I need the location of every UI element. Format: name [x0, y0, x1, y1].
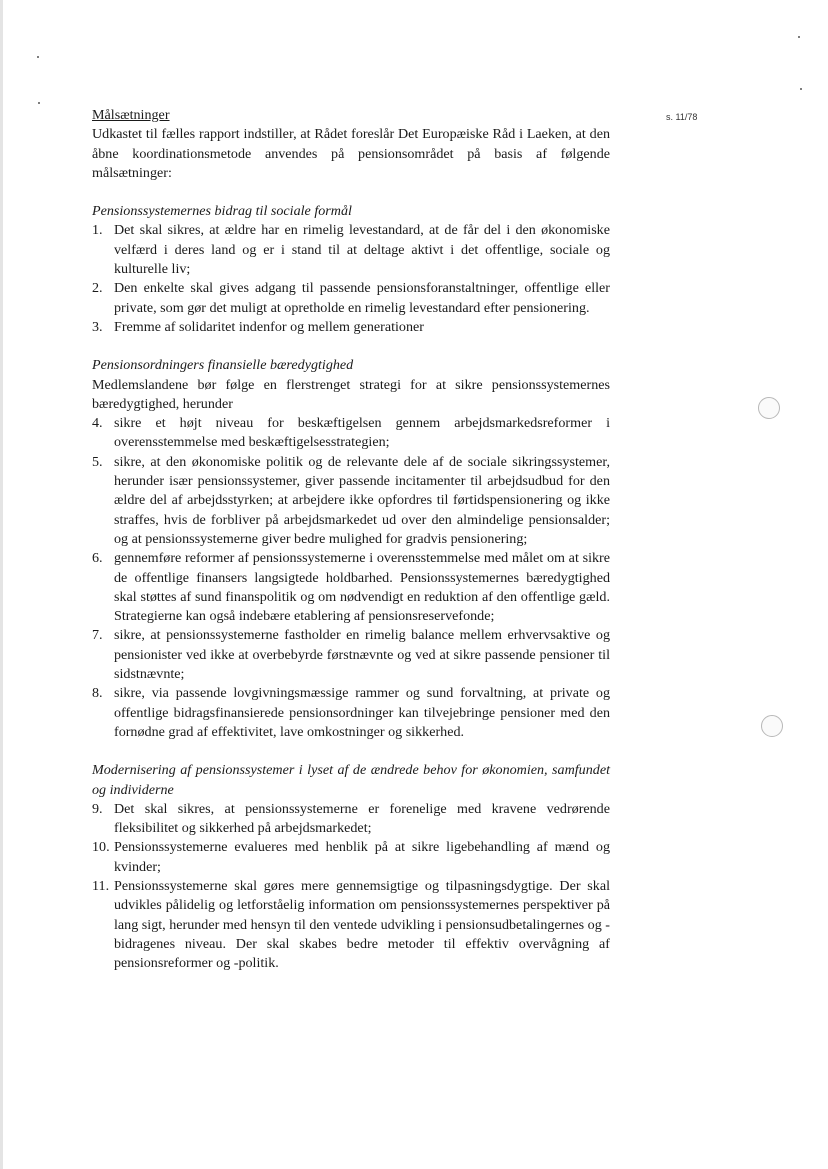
list-item: [92, 877, 610, 973]
item-text: Pensionssystemerne evalueres med henblik på at sikre ligebehandling af mænd og kvinder;: [114, 839, 610, 875]
list-item: [92, 453, 610, 549]
list-item: [92, 800, 610, 839]
item-number: 1.: [92, 222, 103, 239]
item-number: 5.: [92, 453, 103, 470]
section-title-social: Pensionssystemernes bidrag til sociale formål: [92, 203, 352, 220]
page-edge: [0, 0, 3, 1169]
item-number: 8.: [92, 685, 103, 702]
item-number: 3.: [92, 318, 103, 335]
item-text: gennemføre reformer af pensionssystemerne i overensstemmelse med målet om at sikre de offentlige finansers langsigtede holdbarhed. Pensionssystemernes bæredygtighed skal støttes af sund finanspolitik og om nødvendigt en reduktion af den offentlige gæld. Strategierne kan også indebære etablering af pensionsreservefonde;: [114, 550, 610, 625]
item-text: Den enkelte skal gives adgang til passende pensionsforanstaltninger, offentlige eller private, som gør det muligt at opretholde en rimelig levestandard efter pensionering.: [114, 280, 610, 316]
section-intro: Medlemslandene bør følge en flerstrenget strategi for at sikre pensionssystemernes bæredygtighed, herunder: [92, 376, 610, 412]
item-text: Pensionssystemerne skal gøres mere gennemsigtige og tilpasningsdygtige. Der skal udvikles pålidelig og letforståelig information om pensionssystemernes perspektiver på lang sigt, herunder med hensyn til den ventede udvikling i pensionsudbetalingernes og -bidragenes niveau. Der skal skabes bedre metoder til effektiv overvågning af pensionsreformer og -politik.: [114, 877, 610, 972]
objectives-list-social: [92, 221, 610, 337]
scan-speck: [38, 102, 40, 104]
scan-speck: [798, 36, 800, 38]
intro-paragraph: Udkastet til fælles rapport indstiller, at Rådet foreslår Det Europæiske Råd i Laeken, at den åbne koordinationsmetode anvendes på pensionsområdet på basis af følgende målsætninger:: [92, 126, 610, 181]
section-heading: Målsætninger: [92, 107, 170, 123]
item-text: Det skal sikres, at ældre har en rimelig levestandard, at de får del i den økonomiske velfærd i deres land og er i stand til at deltage aktivt i det offentlige, sociale og kulturelle liv;: [114, 222, 610, 278]
item-number: 7.: [92, 627, 103, 644]
item-text: sikre, at pensionssystemerne fastholder en rimelig balance mellem erhvervsaktive og pensionister ved ikke at overbebyrde førstnævnte og ved at sikre passende pensioner til sidstnævnte;: [114, 627, 610, 683]
item-number: 4.: [92, 415, 103, 432]
list-item: [92, 684, 610, 742]
list-item: [92, 414, 610, 453]
list-item: [92, 838, 610, 877]
scan-speck: [37, 56, 39, 58]
item-number: 6.: [92, 550, 103, 567]
document-body: [92, 106, 610, 973]
item-number: 11.: [92, 877, 110, 894]
section-title-financial: Pensionsordningers finansielle bæredygtighed: [92, 357, 354, 374]
punch-hole: [758, 397, 780, 419]
item-text: Fremme af solidaritet indenfor og mellem generationer: [114, 318, 424, 335]
item-text: sikre, at den økonomiske politik og de relevante dele af de sociale sikringssystemer, herunder især pensionssystemer, giver passende incitamenter til arbejdsudbud for den ældre del af arbejdsstyrken; at arbejdere ikke opfordres til førtidspensionering og ikke straffes, hvis de forbliver på arbejdsmarkedet ud over den almindelige pensionsalder; og at pensionssystemerne giver bedre mulighed for gradvis pensionering;: [114, 453, 610, 547]
item-number: 2.: [92, 280, 103, 297]
section-title-modernisation: Modernisering af pensionssystemer i lyset af de ændrede behov for økonomien, samfundet og individerne: [92, 762, 610, 798]
page-number: s. 11/78: [666, 112, 698, 122]
item-number: 9.: [92, 800, 103, 817]
scan-speck: [800, 88, 802, 90]
objectives-list-financial: [92, 414, 610, 742]
list-item: [92, 318, 610, 337]
item-text: sikre, via passende lovgivningsmæssige rammer og sund forvaltning, at private og offentlige bidragsfinansierede pensionsordninger kan tilvejebringe pensioner med den fornødne grad af effektivitet, lave omkostninger og sikkerhed.: [114, 685, 610, 740]
list-item: [92, 549, 610, 626]
list-item: [92, 221, 610, 279]
list-item: [92, 626, 610, 684]
list-item: [92, 279, 610, 318]
item-text: Det skal sikres, at pensionssystemerne er forenelige med kravene vedrørende fleksibilitet og sikkerhed på arbejdsmarkedet;: [114, 800, 610, 837]
punch-hole: [761, 715, 783, 737]
item-number: 10.: [92, 839, 110, 856]
item-text: sikre et højt niveau for beskæftigelsen gennem arbejdsmarkedsreformer i overensstemmelse med beskæftigelsesstrategien;: [114, 415, 610, 451]
objectives-list-modernisation: [92, 800, 610, 974]
